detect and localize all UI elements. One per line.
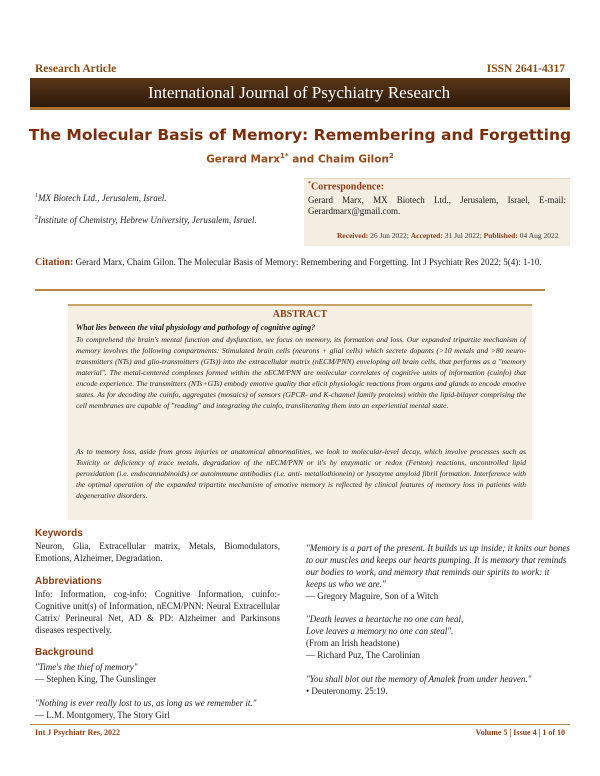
keywords-text: Neuron, Glia, Extracellular matrix, Metals, Biomodulators, Emotions, Alzheimer, Degradation. [35, 541, 280, 563]
publication-dates [337, 231, 559, 240]
footer-page-info: Volume 5 | Issue 4 | 1 of 10 [475, 728, 565, 737]
received-date: 26 Jun 2022; [370, 231, 409, 240]
right-quote-3-attribution: • Deuteronomy. 25:19. [306, 686, 388, 696]
right-quote-2-line-1: "Death leaves a heartache no one can heal, [306, 614, 464, 624]
journal-banner [30, 78, 570, 110]
abstract-box [68, 304, 532, 520]
affiliation-2-text: Institute of Chemistry, Hebrew University, Jerusalem, Israel. [38, 215, 257, 225]
received-label: Received: [337, 231, 369, 240]
author-1-sup: 1* [280, 152, 289, 160]
abbreviations-heading: Abbreviations [35, 576, 102, 587]
right-quote-1-attribution: — Gregory Maguire, Son of a Witch [306, 591, 439, 601]
citation [35, 256, 570, 269]
author-conjunction: and [288, 153, 318, 166]
correspondence-text: Gerard Marx, MX Biotech Ltd., Jerusalem, Israel, E-mail: Gerardmarx@gmail.com. [308, 195, 566, 216]
affiliation-2-sup: 2 [35, 215, 38, 221]
right-quote-3: "You shall blot out the memory of Amalek from under heaven." [306, 674, 532, 684]
journal-title: International Journal of Psychiatry Research [148, 83, 451, 102]
correspondence-sup: * [308, 181, 311, 187]
keywords-heading: Keywords [35, 528, 83, 539]
affiliation-1 [35, 193, 166, 203]
affiliation-2 [35, 215, 257, 225]
right-quote-2-source: (From an Irish headstone) [306, 638, 400, 648]
paper-title: The Molecular Basis of Memory: Remembering and Forgetting [28, 126, 572, 144]
abstract-title: ABSTRACT [272, 309, 328, 320]
author-1: Gerard Marx [206, 153, 281, 166]
correspondence-title [308, 181, 384, 192]
right-quote-1: "Memory is a part of the present. It builds us up inside; it knits our bones to our muscles and keeps our hearts pumping. It is memory that reminds our bodies to work, and memory that reminds our spirits to work: it keeps us who we are." [306, 543, 570, 589]
right-quote-2-attribution: — Richard Puz, The Carolinian [306, 650, 421, 660]
accepted-date: 31 Jul 2022; [444, 231, 482, 240]
abstract-paragraph-1: To comprehend the brain's mental function and dysfunction, we focus on memory, its formation and loss. Our expanded tripartite mechanism of memory involves the following compartments: Stimulated brain cells (neurons + glial cells) which secrete dopants (>10 metals and >80 neuro-transmitters (NTs) and glio-transmitters (GTs)) into the extracellular matrix (nECM/PNN) enveloping all brain cells, that performs as a "memory material". The metal-centered complexes formed within the nECM/PNN are molecular correlates of cognitive units of information (cuinfo) that encode experience. The transmitters (NTs+GTs) embody emotive quality that elicit physiologic reactions from organs and glands to encode emotive states. As for decoding the cuinfo, aggregates (mosaics) of sensors (GPCR- and K-channel family proteins) within the lipid-bilayer comprising the cell membranes are capable of "reading" and integrating the cuinfo, transliterating them into an experiential mental state. [76, 335, 526, 410]
article-type-label: Research Article [35, 63, 117, 75]
footer-divider [30, 724, 570, 725]
right-quote-2-line-2: Love leaves a memory no one can steal". [306, 626, 454, 636]
author-2: Chaim Gilon [317, 153, 389, 166]
abbreviations-text: Info: Information, cog-info: Cognitive Information, cuinfo:- Cognitive unit(s) of Information, nECM/PNN: Neural Extracellular Catrix/ Perineural Net, AD & PD: Alzheimer and Parkinsons diseases respectively. [35, 589, 280, 635]
background-quote-2: "Nothing is ever really lost to us, as long as we remember it." [35, 698, 257, 708]
background-heading: Background [35, 647, 94, 658]
author-2-sup: 2 [388, 152, 394, 160]
background-quote-1-attribution: — Stephen King, The Gunslinger [35, 674, 157, 684]
correspondence-label: Correspondence: [311, 181, 385, 193]
abstract-paragraph-2: As to memory loss, aside from gross injuries or anatomical abnormalities, we look to molecular-level decay, which involve processes such as Toxicity or deficiency of trace metals, degradation of the nECM/PNN or it's by enzymatic or redox (Fenton) reactions, uncontrolled lipid peroxidation (i.e. endocannabinoids) or autoimmune antibodies (i.e. anti- metallothionein) or lysozyme amyloid fibril formation. Interference with the optimal operation of the expanded tripartite mechanism of emotive memory is reflected by clinical features of memory loss in patients with degenerative disorders. [76, 447, 526, 500]
published-date: 04 Aug 2022 [519, 231, 559, 240]
accepted-label: Accepted: [410, 231, 443, 240]
section-divider [35, 289, 545, 291]
affiliation-1-sup: 1 [35, 193, 38, 199]
published-label: Published: [483, 231, 518, 240]
correspondence-box [304, 178, 570, 246]
background-quote-2-attribution: — L.M. Montgomery, The Story Girl [35, 710, 170, 720]
citation-label: Citation: [35, 257, 74, 268]
issn-label: ISSN 2641-4317 [486, 63, 565, 75]
background-quote-1: "Time's the thief of memory" [35, 662, 138, 672]
affiliation-1-text: MX Biotech Ltd., Jerusalem, Israel. [38, 193, 167, 203]
citation-text: Gerard Marx, Chaim Gilon. The Molecular Basis of Memory: Remembering and Forgetting. Int J Psychiatr Res 2022; 5(4): 1-10. [75, 257, 542, 267]
footer-journal: Int J Psychiatr Res, 2022 [35, 728, 120, 737]
author-line [0, 152, 600, 166]
abstract-question: What lies between the vital physiology and pathology of cognitive aging? [76, 323, 316, 332]
